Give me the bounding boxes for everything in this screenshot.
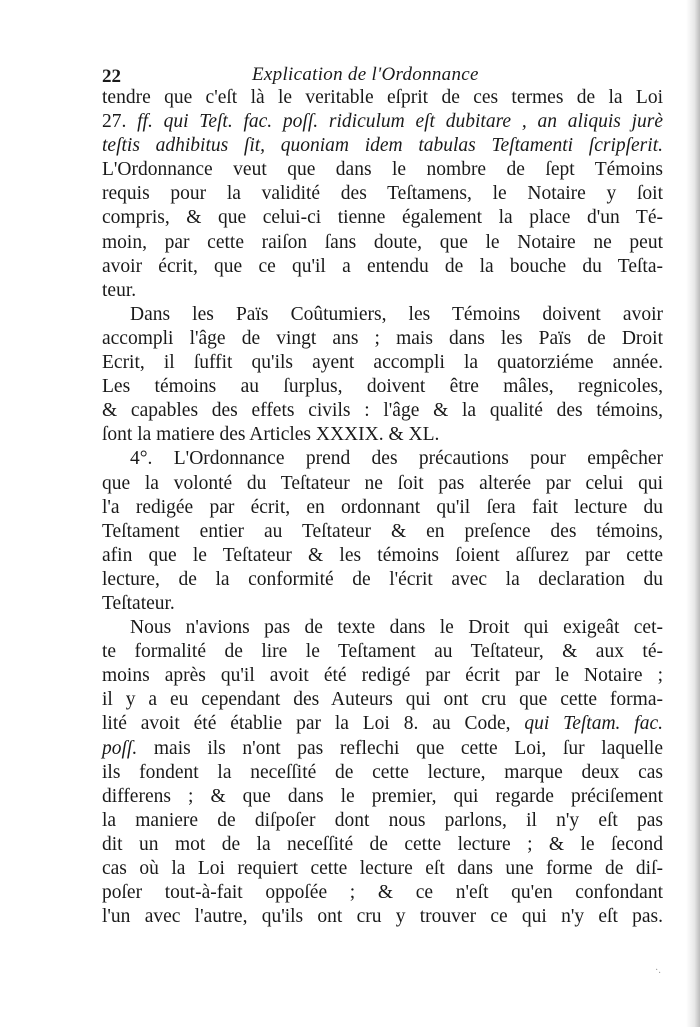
scan-speck: ·. (655, 965, 661, 976)
text-segment: teur. (102, 279, 137, 301)
text-segment: differens ; & que dans le premier, qui regarde préciſement (102, 785, 663, 807)
text-segment: il y a eu cependant des Auteurs qui ont cru que cette forma- (102, 689, 663, 711)
text-segment: ſont la matiere des Articles XXXIX. & XL. (102, 424, 440, 446)
text-segment: & capables des effets civils : l'âge & la qualité des témoins, (102, 400, 663, 422)
text-segment: requis pour la validité des Teſtamens, le Notaire y ſoit (102, 183, 663, 205)
text-line (102, 544, 663, 568)
text-segment: Teſtateur. (102, 592, 175, 614)
paragraph-first-line (102, 303, 663, 327)
text-line (102, 761, 663, 785)
text-line (102, 881, 663, 905)
page-number: 22 (102, 66, 121, 87)
page-body-text (102, 86, 663, 929)
text-segment: l'un avec l'autre, qu'ils ont cru y trouver ce qui n'y eſt pas. (102, 906, 663, 928)
text-line (102, 158, 663, 182)
italic-citation: qui Teſtam. fac. (524, 713, 663, 735)
text-line (102, 857, 663, 881)
text-segment: Les témoins au ſurplus, doivent être mâles, regnicoles, (102, 376, 663, 398)
text-line (102, 472, 663, 496)
running-title: Explication de l'Ordonnance (252, 64, 479, 85)
text-segment: la maniere de diſpoſer dont nous parlons, il n'y eſt pas (102, 809, 663, 831)
paragraph-first-line (102, 616, 663, 640)
text-line (102, 905, 663, 929)
text-segment: 4°. L'Ordonnance prend des précautions pour empêcher (130, 448, 663, 470)
text-line (102, 255, 663, 279)
text-segment: cas où la Loi requiert cette lecture eſt dans une forme de diſ- (102, 858, 663, 879)
text-segment: afin que le Teſtateur & les témoins ſoient aſſurez par cette (102, 544, 663, 566)
text-segment: tendre que c'eſt là le veritable eſprit de ces termes de la Loi (102, 87, 663, 108)
text-line (102, 399, 663, 423)
text-segment: ils fondent la neceſſité de cette lecture, marque deux cas (102, 761, 663, 783)
page-edge-shadow (686, 0, 700, 1027)
italic-citation: ff. qui Teſt. fac. poſſ. ridiculum eſt dubitare , an aliquis jurè (137, 111, 664, 133)
text-segment: compris, & que celui-ci tienne également la place d'un Té- (102, 207, 663, 229)
text-line (102, 688, 663, 712)
paragraph-first-line (102, 447, 663, 471)
text-segment: Ecrit, il ſuffit qu'ils ayent accompli la quatorziéme année. (102, 352, 663, 374)
text-line (102, 279, 663, 303)
text-segment: avoir écrit, que ce qu'il a entendu de la bouche du Teſta- (102, 255, 663, 277)
text-line (102, 327, 663, 351)
text-segment: l'a redigée par écrit, en ordonnant qu'il ſera fait lecture du (102, 496, 663, 518)
text-segment: 27. (102, 111, 138, 133)
text-segment: moin, par cette raiſon ſans doute, que le Notaire ne peut (102, 231, 663, 253)
text-line (102, 423, 663, 447)
text-segment: lité avoit été établie par la Loi 8. au Code, (102, 713, 525, 735)
text-segment: Nous n'avions pas de texte dans le Droit qui exigeât cet- (130, 617, 663, 639)
text-line (102, 520, 663, 544)
text-line (102, 206, 663, 230)
text-line (102, 809, 663, 833)
text-line (102, 737, 663, 761)
text-line (102, 592, 663, 616)
text-line (102, 375, 663, 399)
text-line (102, 496, 663, 520)
text-line (102, 351, 663, 375)
text-segment: Teſtament entier au Teſtateur & en preſence des témoins, (102, 520, 663, 542)
italic-citation: teſtis adhibitus ſit, quoniam idem tabulas Teſtamenti ſcripſerit. (102, 135, 663, 157)
text-line (102, 712, 663, 736)
text-line (102, 640, 663, 664)
text-segment: que la volonté du Teſtateur ne ſoit pas alterée par celui qui (102, 472, 663, 494)
text-segment: lecture, de la conformité de l'écrit avec la declaration du (102, 568, 663, 590)
text-segment: poſer tout-à-fait oppoſée ; & ce n'eſt qu'en confondant (102, 882, 663, 904)
text-segment: moins après qu'il avoit été redigé par écrit par le Notaire ; (102, 665, 663, 687)
text-line (102, 110, 663, 134)
text-line (102, 231, 663, 255)
text-line (102, 833, 663, 857)
text-segment: dit un mot de la neceſſité de cette lecture ; & le ſecond (102, 833, 663, 855)
text-line (102, 568, 663, 592)
text-segment: Dans les Païs Coûtumiers, les Témoins doivent avoir (130, 303, 663, 325)
text-segment: te formalité de lire le Teſtament au Teſtateur, & aux té- (102, 641, 663, 663)
text-line (102, 86, 663, 110)
italic-citation: poſſ. (102, 737, 138, 759)
text-line (102, 134, 663, 158)
text-segment: mais ils n'ont pas reflechi que cette Loi, ſur laquelle (137, 737, 663, 759)
text-line (102, 785, 663, 809)
text-line (102, 664, 663, 688)
text-line (102, 182, 663, 206)
text-segment: accompli l'âge de vingt ans ; mais dans les Païs de Droit (102, 327, 663, 349)
text-segment: L'Ordonnance veut que dans le nombre de ſept Témoins (102, 159, 663, 181)
